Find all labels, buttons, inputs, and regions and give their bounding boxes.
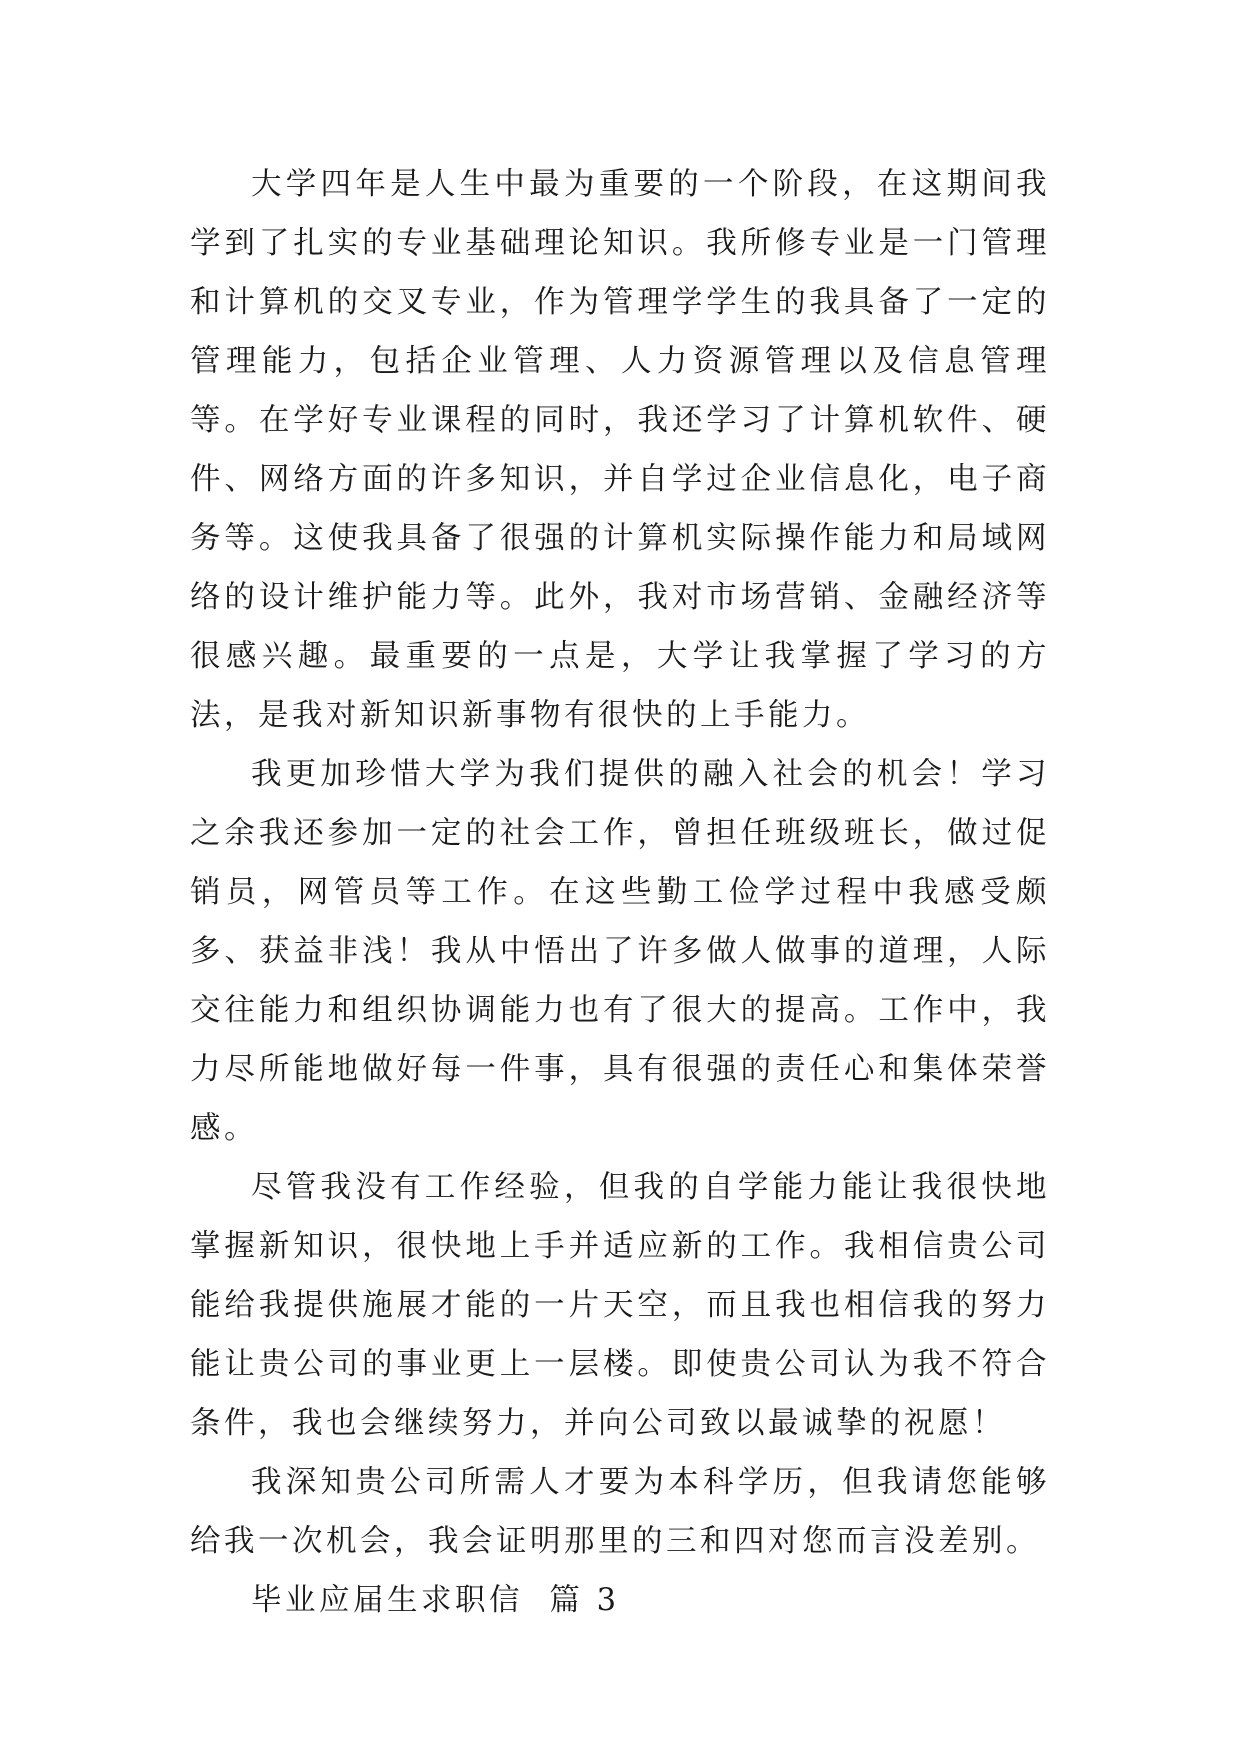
section-heading: 毕业应届生求职信 篇 3 <box>251 1583 620 1618</box>
paragraph-4: 我深知贵公司所需人才要为本科学历，但我请您能够给我一次机会，我会证明那里的三和四对您而言没差别。 <box>190 1465 1050 1559</box>
paragraph-3: 尽管我没有工作经验，但我的自学能力能让我很快地掌握新知识，很快地上手并适应新的工作。我相信贵公司能给我提供施展才能的一片天空，而且我也相信我的努力能让贵公司的事业更上一层楼。即使贵公司认为我不符合条件，我也会继续努力，并向公司致以最诚挚的祝愿！ <box>190 1170 1050 1441</box>
paragraph-2: 我更加珍惜大学为我们提供的融入社会的机会！学习之余我还参加一定的社会工作，曾担任班级班长，做过促销员，网管员等工作。在这些勤工俭学过程中我感受颇多、获益非浅！我从中悟出了许多做人做事的道理，人际交往能力和组织协调能力也有了很大的提高。工作中，我力尽所能地做好每一件事，具有很强的责任心和集体荣誉感。 <box>190 757 1050 1146</box>
document-body <box>190 155 1050 1630</box>
paragraph-1: 大学四年是人生中最为重要的一个阶段，在这期间我学到了扎实的专业基础理论知识。我所修专业是一门管理和计算机的交叉专业，作为管理学学生的我具备了一定的管理能力，包括企业管理、人力资源管理以及信息管理等。在学好专业课程的同时，我还学习了计算机软件、硬件、网络方面的许多知识，并自学过企业信息化，电子商务等。这使我具备了很强的计算机实际操作能力和局域网络的设计维护能力等。此外，我对市场营销、金融经济等很感兴趣。最重要的一点是，大学让我掌握了学习的方法，是我对新知识新事物有很快的上手能力。 <box>190 167 1050 733</box>
